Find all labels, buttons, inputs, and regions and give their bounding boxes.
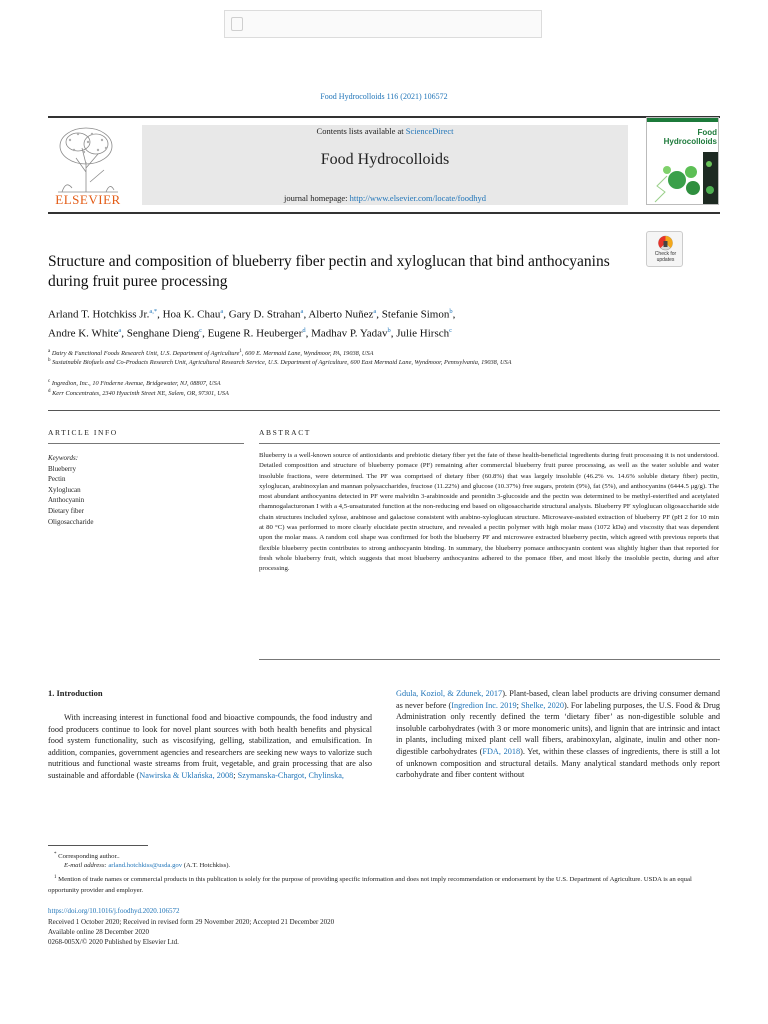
author-name: Alberto Nuñez (308, 308, 374, 321)
crossmark-icon (658, 235, 673, 251)
author-sep: , (202, 327, 208, 340)
affiliations-bottom-rule (48, 410, 720, 411)
article-info-rule (48, 443, 244, 444)
citation-link[interactable]: Nawirska & Uklańska, 2008 (139, 770, 234, 780)
journal-title: Food Hydrocolloids (320, 151, 450, 168)
footnote-mark: 1 (54, 875, 57, 880)
authors (48, 304, 720, 341)
author-sup[interactable]: b (449, 308, 453, 315)
author-sup[interactable]: a (118, 326, 122, 334)
author-name: Arland T. Hotchkiss Jr. (48, 308, 150, 321)
body-text: ; (516, 700, 521, 710)
footnote-rule (48, 845, 148, 846)
affiliation-text: Kerr Concentrates, 2340 Hyacinth Street NE, Salem, OR, 97301, USA (52, 390, 229, 398)
affiliation (48, 356, 668, 367)
citation-link[interactable]: Ingredion Inc. 2019 (451, 700, 517, 710)
author-sup[interactable]: d (302, 326, 306, 334)
contents-prefix: Contents lists available at (316, 126, 406, 136)
keyword-item: Blueberry (48, 464, 76, 473)
introduction-heading: 1. Introduction (48, 688, 103, 698)
introduction-right-column (396, 688, 720, 781)
homepage-prefix: journal homepage: (284, 193, 350, 203)
affiliation-mark: c (48, 379, 51, 384)
author-sup[interactable]: c (449, 326, 453, 334)
email-label: E-mail address: (64, 862, 107, 869)
received-dates: Received 1 October 2020; Received in revised form 29 November 2020; Accepted 21 December 2020 (48, 918, 335, 926)
body-text: ). Yet, within these classes of ingredients, there is still a lot of unknown composition and structural details. Many analytical standard methods only report carbohydrate and fiber content without (396, 746, 720, 780)
journal-cover (646, 117, 719, 205)
author-sup[interactable]: b (387, 326, 391, 334)
footnote-text: Mention of trade names or commercial products in this publication is solely for the purpose of providing specific information and does not imply recommendation or endorsement by the U.S. Department of Agriculture. USDA is an equal opportunity provider and employer. (48, 876, 692, 895)
body-text: ). For labeling purposes, the U.S. Food & Drug Administration only recently defined the term ‘dietary fiber’ as non-digestible soluble and insoluble carbohydrates (with 3 or more monomeric units), and lignin that are intrinsic and intact in plants, including mixed plant cell wall fibers, arabinoxylan, alginate, inulin and other non-digestible carbohydrates ( (396, 700, 720, 756)
doi-link[interactable]: https://doi.org/10.1016/j.foodhyd.2020.106572 (48, 907, 180, 915)
author-name: Stefanie Simon (381, 308, 450, 321)
introduction-left-column (48, 712, 372, 782)
keyword-item: Oligosaccharide (48, 517, 94, 526)
elsevier-wordmark: ELSEVIER (55, 192, 121, 207)
body-text: ; (233, 770, 238, 780)
article-title: Structure and composition of blueberry fiber pectin and xyloglucan that bind anthocyanins during fruit puree processing (48, 253, 610, 290)
affiliation-text: Ingredion, Inc., 10 Finderne Avenue, Bridgewater, NJ, 08807, USA (51, 380, 221, 388)
author-sep: , (157, 308, 163, 321)
author-name: Andre K. White (48, 327, 119, 340)
affiliation-text: Dairy & Functional Foods Research Unit, U.S. Department of Agriculture (51, 350, 240, 358)
affiliation-mark: d (48, 389, 51, 394)
keyword-item: Pectin (48, 475, 66, 484)
author-sup[interactable]: a (300, 308, 304, 315)
cover-top-band (647, 118, 718, 122)
author-name: Gary D. Strahan (228, 308, 301, 321)
author-name: Julie Hirsch (396, 327, 450, 340)
keywords-label: Keywords: (48, 454, 79, 462)
affiliation-mark: a (48, 349, 51, 354)
author-sup[interactable]: a (373, 308, 377, 315)
copyright: 0268-005X/© 2020 Published by Elsevier Ltd. (48, 938, 179, 946)
author-sep: , (223, 308, 229, 321)
homepage-line (142, 193, 628, 203)
abstract-rule (259, 443, 720, 444)
abstract-bottom-rule (259, 659, 720, 660)
elsevier-logo (48, 122, 128, 206)
affiliation-text: , 600 E. Mermaid Lane, Wyndmoor, PA, 19038, USA (241, 350, 374, 358)
author-sep: , (376, 308, 382, 321)
author-name: Hoa K. Chau (162, 308, 221, 321)
authors-line-2 (48, 323, 720, 342)
keyword-item: Anthocyanin (48, 496, 85, 505)
footnote-text: Corresponding author.. (58, 853, 120, 861)
keyword-item: Dietary fiber (48, 506, 84, 515)
elsevier-tree-icon (48, 122, 128, 194)
footnote-text: (A.T. Hotchkiss). (182, 862, 231, 869)
page-thumbnail-icon[interactable] (231, 17, 243, 31)
cover-artwork-icon (647, 152, 718, 204)
cover-title: Food Hydrocolloids (663, 128, 717, 146)
contents-line (142, 126, 628, 136)
author-name: Eugene R. Heuberger (207, 327, 303, 340)
author-name: Madhav P. Yadav (311, 327, 388, 340)
body-text: ). Plant-based, clean label products are driving consumer demand as never before ( (396, 689, 720, 710)
sciencedirect-link[interactable]: ScienceDirect (405, 126, 454, 136)
author-sep: , (305, 327, 312, 340)
abstract-text: Blueberry is a well-known source of antioxidants and prebiotic dietary fiber yet the fate of these health-beneficial ingredients during fruit processing it is not understood. Detailed composition and structure of blueberry pomace (PF) remaining after commercial blueberry fruit puree processing, as well as the water soluble and water insoluble fractions, were determined. The PF was comprised of dietary fiber (60.8%) that was largely insoluble (46.2% vs. 14.6% soluble dietary fiber) pectin, xyloglucan, arabinoxylan and mannan polysaccharides, fructose (11.22%) and glucose (10.37%) free sugars, protein (9%), fat (5%), and anthocyanins (6444.5 μg/g). The most abundant anthocyanins detected in PF were malvidin 3-arabinoside and peonidin 3-glucoside and the pectin was determined to be methyl-esterified and acetylated rhamnogalacturonan I with a 4,5-unsaturated function at the non-reducing end based on oligosaccharide structural analysis. Blueberry PF xyloglucan oligosaccharide side chain structures included xylose, arabinose and galactose consistent with arabino-xyloglucan structure. Microwave-assisted extraction of blueberry PF (pH 2 for 10 min at 80 °C) was performed to more clearly elucidate pectin structure, and revealed a pectin polymer with high molar mass (1072 kDa) and viscosity that was dependent upon the molar mass. A random coil shape was confirmed for both the blueberry PF and microwave extracted blueberry pectin, which agreed with previous reports that flexible blueberry pectin contributes to strong anthocyanin binding. In summary, the blueberry pomace anthocyanin content was slightly higher than that reported for fresh whole blueberry fruit, which suggests that most blueberry anthocyanins adhered to the pomace fiber, and most likely the insoluble pectin, during and after processing. (259, 452, 719, 573)
keyword-item: Xyloglucan (48, 485, 81, 494)
author-sep: , (303, 308, 309, 321)
footnote-1 (48, 872, 720, 896)
citation-link[interactable]: FDA, 2018 (482, 746, 521, 756)
body-text: With increasing interest in functional food and bioactive compounds, the food industry and food producers continue to look for novel plant sources with both health benefits and physical food system functionality, such as viscosifying, gelling, stabilization, and emulsification. In addition, companies, government agencies and researchers are seeking new ways to valorize such nutritious and functional waste streams from fruit, vegetable, and grain processing that are also sustainable and affordable ( (48, 713, 372, 780)
author-sup[interactable]: a,* (149, 308, 158, 315)
author-name: Senghane Dieng (126, 327, 200, 340)
pdf-toolbar (224, 10, 542, 38)
citation-link[interactable]: Szymanska-Chargot, Chylinska, (237, 770, 344, 780)
check-for-updates-badge[interactable] (646, 231, 683, 267)
email-note (48, 860, 736, 871)
journal-reference[interactable]: Food Hydrocolloids 116 (2021) 106572 (320, 92, 448, 101)
authors-line-1 (48, 304, 720, 323)
author-sep: , (390, 327, 397, 340)
article-info-heading: ARTICLE INFO (48, 428, 118, 437)
available-online: Available online 28 December 2020 (48, 928, 149, 936)
affiliation-text: Sustainable Biofuels and Co-Products Research Unit, Agricultural Research Service, U.S. Department of Agriculture, 600 East Mermaid Lane, Wyndmoor, Pennsylvania, 19038, USA (52, 359, 512, 367)
affiliation (48, 387, 668, 398)
author-sep: , (452, 308, 456, 321)
affiliation-mark: b (48, 358, 51, 363)
affiliation-mark: 1 (239, 349, 242, 354)
keywords (48, 453, 228, 527)
author-sep: , (121, 327, 127, 340)
footnote-mark: * (54, 852, 57, 857)
crossmark-label: Check for updates (654, 251, 677, 263)
header-top-rule (48, 116, 720, 118)
author-sup[interactable]: c (199, 326, 203, 334)
homepage-link[interactable]: http://www.elsevier.com/locate/foodhyd (349, 193, 486, 203)
citation-link[interactable]: Shelke, 2020 (520, 700, 565, 710)
header-bottom-rule (48, 212, 720, 214)
email-link[interactable]: arland.hotchkiss@usda.gov (108, 862, 183, 869)
citation-link[interactable]: Gdula, Koziol, & Zdunek, 2017 (396, 689, 503, 698)
abstract-heading: ABSTRACT (259, 428, 311, 437)
author-sup[interactable]: a (220, 308, 224, 315)
